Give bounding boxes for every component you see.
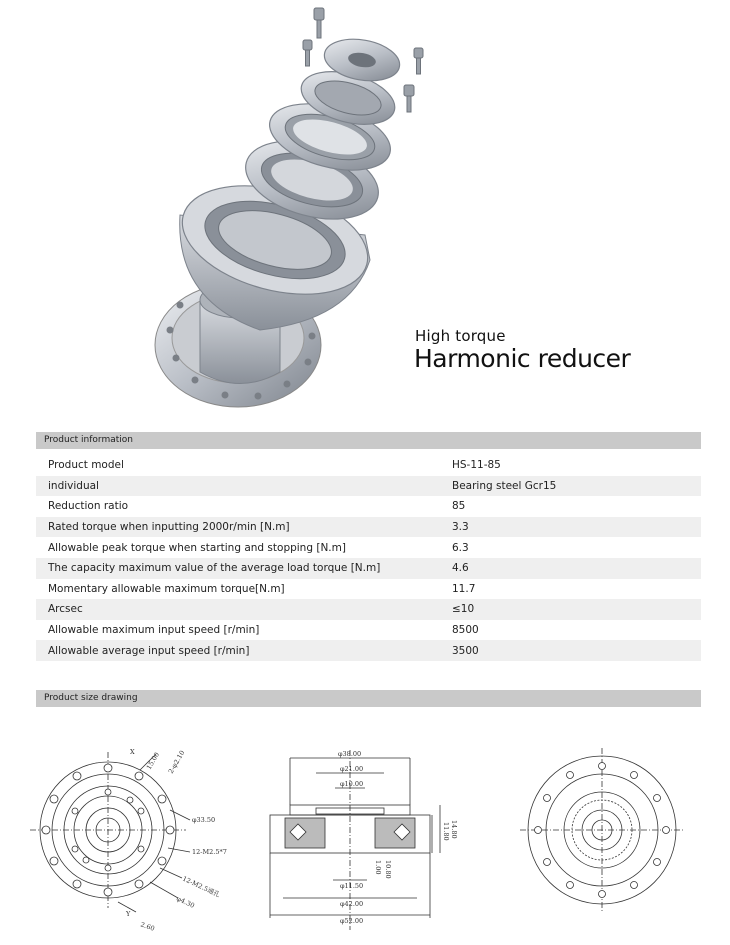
spec-value: 11.7 xyxy=(452,582,476,595)
technical-drawings xyxy=(0,740,730,945)
front-label: 12-M2.5*7 xyxy=(192,848,227,856)
spec-label: Allowable average input speed [r/min] xyxy=(48,644,250,657)
subtitle: High torque xyxy=(415,327,506,345)
section-label: φ10.00 xyxy=(340,780,364,788)
table-row xyxy=(36,517,701,538)
size-drawing-header: Product size drawing xyxy=(36,690,701,707)
front-label: 2-φ2.10 xyxy=(166,749,187,775)
table-row xyxy=(36,599,701,620)
front-label: φ4.30 xyxy=(175,894,196,910)
front-label: φ33.50 xyxy=(192,816,216,824)
section-label: 11.80 xyxy=(442,822,450,841)
spec-label: Allowable maximum input speed [r/min] xyxy=(48,624,260,637)
front-label: 15.00 xyxy=(144,750,162,771)
spec-label: Rated torque when inputting 2000r/min [N.m] xyxy=(48,521,290,534)
spec-label: Product model xyxy=(48,459,124,472)
section-label: φ21.00 xyxy=(340,765,364,773)
front-label: X xyxy=(130,748,135,756)
spec-value: 85 xyxy=(452,500,466,513)
section-label: 10.80 xyxy=(384,860,392,879)
section-label: φ11.50 xyxy=(340,882,364,890)
spec-label: Allowable peak torque when starting and stopping [N.m] xyxy=(48,541,346,554)
front-label: 2.60 xyxy=(139,920,156,933)
spec-value: 3500 xyxy=(452,644,479,657)
table-row xyxy=(36,640,701,661)
section-label: φ38.00 xyxy=(338,750,362,758)
spec-value: Bearing steel Gcr15 xyxy=(452,479,557,492)
section-label: 14.80 xyxy=(450,820,458,839)
spec-value: HS-11-85 xyxy=(452,459,501,472)
product-info-header: Product information xyxy=(36,432,701,449)
spec-label: Arcsec xyxy=(48,603,83,616)
rear-view-drawing xyxy=(520,748,684,912)
spec-value: 8500 xyxy=(452,624,479,637)
table-row xyxy=(36,558,701,579)
spec-value: 4.6 xyxy=(452,562,469,575)
table-row xyxy=(36,620,701,641)
spec-label: Reduction ratio xyxy=(48,500,129,513)
section-label: 1.00 xyxy=(374,860,382,875)
spec-table xyxy=(36,455,701,661)
section-label: φ42.00 xyxy=(340,900,364,908)
front-view-drawing xyxy=(30,752,190,912)
spec-label: Momentary allowable maximum torque[N.m] xyxy=(48,582,285,595)
table-row xyxy=(36,537,701,558)
table-row xyxy=(36,579,701,600)
table-row xyxy=(36,476,701,497)
spec-label: The capacity maximum value of the average load torque [N.m] xyxy=(48,562,381,575)
spec-value: 3.3 xyxy=(452,521,469,534)
table-row xyxy=(36,496,701,517)
page-title: Harmonic reducer xyxy=(414,344,631,373)
spec-label: individual xyxy=(48,479,99,492)
front-label: Y xyxy=(126,910,131,918)
spec-value: 6.3 xyxy=(452,541,469,554)
spec-value: ≤10 xyxy=(452,603,475,616)
section-label: φ52.00 xyxy=(340,917,364,925)
table-row xyxy=(36,455,701,476)
front-label: 12-M2.5通孔 xyxy=(181,874,222,899)
